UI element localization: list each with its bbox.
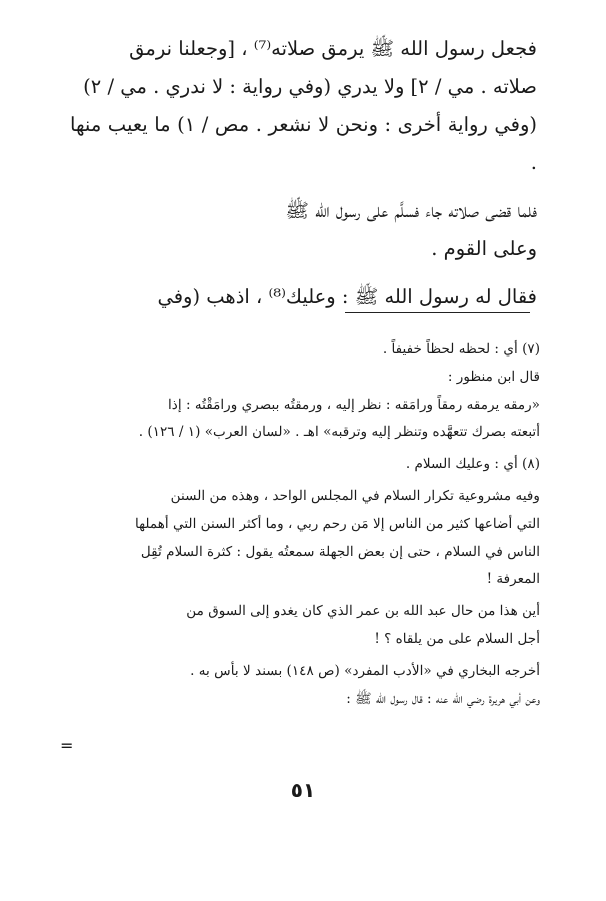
footnote-8-line-4: الناس في السلام ، حتى إن بعض الجهلة سمعتُه يقول : كثرة السلام تُقِل bbox=[140, 543, 540, 560]
main-line-3: (وفي رواية أخرى : ونحن لا نشعر . مص / ١) ما يعيب منها . bbox=[70, 113, 537, 174]
footnote-8-line-7: أجل السلام على من يلقاه ؟ ! bbox=[374, 630, 540, 647]
footnote-7-line-1: (٧) أي : لحظه لحظاً خفيفاً . bbox=[382, 341, 540, 357]
footnote-8-line-2: وفيه مشروعية تكرار السلام في المجلس الواحد ، وهذه من السنن bbox=[170, 487, 540, 504]
footnote-7-line-4: أتبعته بصرك تتعهَّده وتنظر إليه وترقبه» اهـ . «لسان العرب» (١ / ١٢٦) . bbox=[138, 424, 540, 441]
main-line-4: فلما قضى صلاته جاء فسلَّم على رسول الله ﷺ bbox=[285, 199, 537, 222]
footnote-8-line-1: (٨) أي : وعليك السلام . bbox=[405, 456, 540, 473]
page-number: ٥١ bbox=[290, 778, 316, 802]
footnote-7-line-2: قال ابن منظور : bbox=[447, 368, 540, 385]
main-line-1: فجعل رسول الله ﷺ يرمق صلاته⁽⁷⁾ ، [وجعلنا نرمق bbox=[129, 37, 537, 60]
main-text bbox=[70, 30, 537, 316]
footnote-8-line-5: المعرفة ! bbox=[486, 571, 540, 588]
main-line-6: فقال له رسول الله ﷺ : وعليك⁽⁸⁾ ، اذهب (وفي bbox=[157, 285, 537, 308]
footnote-divider bbox=[345, 312, 530, 313]
continuation-mark: = bbox=[60, 736, 74, 755]
footnote-8-line-9: وعن أبي هريرة رضي الله عنه : قال رسول الله ﷺ : bbox=[346, 690, 540, 707]
footnote-7-line-3: «رمقه يرمقه رمقاً ورامَقه : نظر إليه ، ورمقتُه ببصري ورامَقْتُه : إذا bbox=[168, 396, 540, 413]
main-line-2: صلاته . مي / ٢] ولا يدري (وفي رواية : لا ندري . مي / ٢) bbox=[83, 75, 537, 98]
footnotes bbox=[66, 336, 540, 713]
footnote-8-line-3: التي أضاعها كثير من الناس إلا مَن رحم ربي ، وما أكثر السنن التي أهملها bbox=[134, 515, 540, 532]
footnote-8-line-6: أين هذا من حال عبد الله بن عمر الذي كان يغدو إلى السوق من bbox=[186, 603, 540, 620]
main-line-5: وعلى القوم . bbox=[431, 237, 537, 260]
footnote-8-line-8: أخرجه البخاري في «الأدب المفرد» (ص ١٤٨) بسند لا بأس به . bbox=[190, 662, 540, 679]
